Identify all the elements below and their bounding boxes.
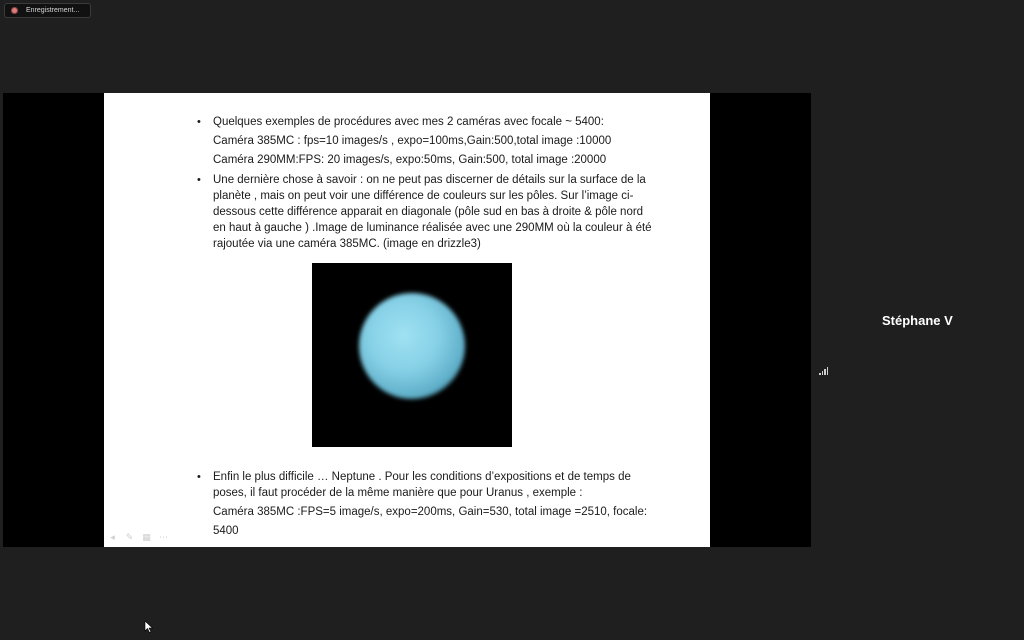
slide-bullet-2 <box>195 172 685 252</box>
bullet-glyph: • <box>197 116 201 128</box>
slide-bullet-3 <box>195 469 685 542</box>
bullet-glyph: • <box>197 471 201 483</box>
slide-bullet-1 <box>195 114 685 171</box>
bullet-3-line-1: Enfin le plus difficile … Neptune . Pour les conditions d’expositions et de temps de <box>213 471 631 483</box>
bullet-3-line-2: poses, il faut procéder de la même manière que pour Uranus , exemple : <box>213 487 583 499</box>
uranus-image <box>312 263 512 447</box>
presentation-slide <box>104 93 710 547</box>
bullet-1-sub-2: Caméra 290MM:FPS: 20 images/s, expo:50ms, Gain:500, total image :20000 <box>213 154 607 166</box>
slideshow-toolbar <box>108 533 168 541</box>
participant-name: Stéphane V <box>882 313 953 328</box>
planet-disc <box>359 293 465 399</box>
arrow-back-icon[interactable]: ◂ <box>110 532 115 542</box>
bullet-2-line-1: Une dernière chose à savoir : on ne peut pas discerner de détails sur la surface de la <box>213 174 646 186</box>
bullet-2-line-3: dessous cette différence apparait en diagonale (pôle sud en bas à droite & pôle nord <box>213 206 644 218</box>
bullet-3-sub-2: 5400 <box>213 525 239 537</box>
pen-icon[interactable]: ✎ <box>125 532 134 542</box>
bullet-2-line-2: planète , mais on peut voir une différence de couleurs sur les pôles. Sur l’image ci- <box>213 190 634 202</box>
bullet-1-text: Quelques exemples de procédures avec mes 2 caméras avec focale ~ 5400: <box>213 116 604 128</box>
screen-share-area <box>3 93 811 547</box>
mouse-cursor-icon <box>144 621 154 633</box>
record-dot-icon <box>11 7 18 14</box>
bullet-3-sub-1: Caméra 385MC :FPS=5 image/s, expo=200ms, Gain=530, total image =2510, focale: <box>213 506 648 518</box>
more-icon[interactable]: ⋯ <box>159 532 168 542</box>
grid-icon[interactable]: ▦ <box>142 532 151 542</box>
bullet-1-sub-1: Caméra 385MC : fps=10 images/s , expo=100ms,Gain:500,total image :10000 <box>213 135 612 147</box>
signal-strength-icon[interactable] <box>819 367 829 375</box>
bullet-2-line-5: rajoutée via une caméra 385MC. (image en drizzle3) <box>213 238 481 250</box>
recording-indicator[interactable] <box>4 3 91 18</box>
bullet-2-line-4: en haut à gauche ) .Image de luminance réalisée avec une 290MM où la couleur à été <box>213 222 652 234</box>
recording-label: Enregistrement... <box>26 7 80 14</box>
bullet-glyph: • <box>197 174 201 186</box>
